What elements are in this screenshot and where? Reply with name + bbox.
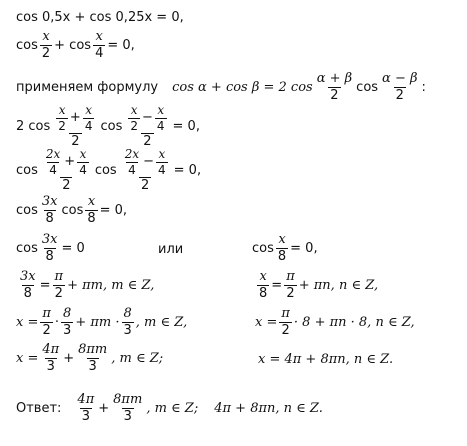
denominator: 2 (141, 178, 150, 194)
fraction (75, 393, 96, 423)
fraction (111, 393, 144, 423)
operator: − (141, 110, 153, 126)
compound-numerator (52, 104, 98, 133)
equation-line-9-right (255, 307, 415, 337)
compound-numerator (40, 148, 93, 177)
compound-fraction (124, 104, 170, 149)
denominator: 8 (87, 210, 96, 226)
denominator: 2 (143, 134, 152, 150)
fraction (44, 148, 62, 176)
equation-line-10-left (16, 343, 163, 373)
denominator: 2 (281, 322, 290, 338)
denominator: 2 (71, 134, 80, 150)
denominator: 8 (277, 248, 287, 264)
fraction (40, 233, 60, 263)
equation-line-6 (16, 195, 127, 225)
fraction (284, 270, 297, 300)
dot-operator: · (54, 314, 60, 330)
compound-fraction (40, 148, 93, 193)
solution-rest: , m ∈ Z; (111, 350, 164, 366)
fraction (61, 307, 73, 337)
denominator: 8 (259, 285, 268, 301)
fraction (83, 104, 95, 132)
equation-text: cos 0,5x + cos 0,25x = 0, (16, 10, 184, 25)
apply-formula-text: применяем формулу (16, 79, 159, 95)
solution-rest: · 8 + πn · 8, n ∈ Z, (293, 314, 415, 330)
equals-zero: = 0, (173, 162, 202, 178)
cos-term: cos (16, 37, 38, 53)
solution-rest: , m ∈ Z, (135, 314, 188, 330)
equals-zero: = 0, (172, 118, 200, 134)
numerator: 4π (42, 342, 60, 357)
numerator: π (286, 269, 295, 284)
answer-line (16, 393, 323, 423)
fraction (40, 30, 52, 60)
denominator: 4 (158, 162, 166, 177)
numerator: x (157, 103, 165, 117)
cos-term: cos (61, 202, 84, 218)
fraction (18, 270, 38, 300)
numerator: 8πm (113, 392, 143, 407)
numerator: π (42, 306, 51, 321)
numerator: x (95, 29, 103, 44)
cos-term: cos (100, 118, 123, 134)
numerator: x (42, 29, 50, 44)
fraction (40, 195, 60, 225)
answer-rest: , m ∈ Z; (146, 400, 199, 416)
fraction (315, 72, 354, 102)
fraction (40, 307, 53, 337)
denominator: 4 (84, 118, 93, 133)
denominator: 8 (45, 248, 54, 264)
fraction (257, 270, 269, 300)
compound-numerator (119, 148, 172, 177)
numerator: α + β (316, 71, 353, 86)
numerator: π (54, 269, 64, 284)
fraction (56, 104, 68, 132)
equation-line-4 (16, 104, 200, 149)
fraction (122, 307, 134, 337)
equation-line-8-right (255, 270, 378, 300)
denominator: 3 (123, 322, 132, 338)
solution-text: x = 4π + 8πn, n ∈ Z. (258, 352, 394, 367)
denominator: 2 (42, 322, 51, 338)
numerator: x (158, 147, 166, 161)
fraction (156, 148, 168, 176)
solution-mid: + πm · (75, 314, 120, 330)
formula-line (16, 72, 426, 102)
compound-numerator (124, 104, 170, 133)
equals-sign: = (271, 277, 283, 293)
numerator: 8 (123, 306, 132, 321)
denominator: 2 (58, 118, 66, 133)
numerator: x (85, 103, 93, 117)
equation-line-1 (16, 10, 184, 25)
plus-sign: + (63, 350, 75, 366)
x-equals: x = (255, 314, 278, 330)
or-text: или (158, 242, 184, 257)
or-word (158, 242, 183, 257)
numerator: α − β (382, 71, 418, 86)
denominator: 2 (62, 178, 71, 194)
equation-line-10-right (258, 352, 393, 367)
numerator: x (130, 103, 138, 117)
plus-sign: + (98, 400, 110, 416)
numerator: 8 (63, 306, 72, 321)
denominator: 3 (123, 408, 132, 424)
colon: : (421, 79, 426, 95)
denominator: 2 (54, 285, 63, 301)
denominator: 2 (130, 118, 138, 133)
denominator: 4 (95, 45, 104, 61)
numerator: x (79, 147, 87, 161)
denominator: 3 (46, 358, 55, 374)
operator: + (64, 154, 76, 170)
equals-zero: = 0, (290, 240, 318, 256)
denominator: 4 (79, 162, 87, 177)
fraction (128, 104, 140, 132)
numerator: 4π (77, 392, 95, 407)
numerator: x (87, 194, 96, 209)
denominator: 4 (49, 162, 57, 177)
compound-fraction (119, 148, 172, 193)
equals-sign: = (39, 277, 51, 293)
denominator: 2 (395, 87, 404, 103)
denominator: 8 (45, 210, 54, 226)
x-equals: x = (16, 350, 39, 366)
cos-term: cos (94, 162, 117, 178)
cos-term: 2 cos (16, 118, 51, 134)
fraction (53, 270, 66, 300)
denominator: 3 (63, 322, 72, 338)
solution-rest: + πm, m ∈ Z, (67, 277, 155, 293)
operator: + (69, 110, 81, 126)
equation-line-5 (16, 148, 201, 193)
equation-line-7-right (252, 233, 318, 263)
equation-line-7-left (16, 233, 85, 263)
denominator: 4 (128, 162, 136, 177)
fraction (380, 72, 419, 102)
fraction (279, 307, 292, 337)
denominator: 4 (156, 118, 165, 133)
fraction (77, 148, 89, 176)
fraction (85, 195, 97, 225)
operator: + cos (54, 37, 92, 53)
cos-term: cos (16, 162, 38, 178)
answer-label: Ответ: (16, 400, 62, 416)
equals-zero: = 0 (61, 240, 85, 256)
numerator: x (58, 103, 66, 117)
equals-zero: = 0, (107, 37, 135, 53)
numerator: 3x (41, 194, 58, 209)
denominator: 8 (23, 285, 32, 301)
numerator: x (278, 232, 286, 247)
equation-line-9-left (16, 307, 187, 337)
fraction (155, 104, 167, 132)
equation-line-8-left (16, 270, 154, 300)
equals-zero: = 0, (99, 202, 128, 218)
numerator: x (259, 269, 267, 284)
fraction (93, 30, 105, 60)
operator: − (143, 154, 155, 170)
cos-term: cos (252, 240, 274, 256)
sum-to-product-lhs: cos α + cos β = 2 cos (172, 79, 313, 95)
fraction (76, 343, 109, 373)
fraction (123, 148, 141, 176)
x-equals: x = (16, 314, 39, 330)
numerator: π (281, 306, 290, 321)
compound-fraction (52, 104, 98, 149)
cos-term: cos (16, 202, 38, 218)
numerator: 2x (45, 147, 61, 161)
denominator: 3 (88, 358, 97, 374)
answer-second: 4π + 8πn, n ∈ Z. (214, 400, 323, 416)
cos-term: cos (356, 79, 379, 95)
numerator: 2x (124, 147, 140, 161)
denominator: 2 (286, 285, 295, 301)
denominator: 3 (81, 408, 90, 424)
numerator: 8πm (78, 342, 108, 357)
fraction (40, 343, 61, 373)
denominator: 2 (41, 45, 51, 61)
solution-rest: + πn, n ∈ Z, (298, 277, 379, 293)
numerator: 3x (41, 232, 58, 247)
cos-term: cos (16, 240, 38, 256)
equation-line-2 (16, 30, 135, 60)
denominator: 2 (330, 87, 339, 103)
fraction (276, 233, 288, 263)
numerator: 3x (20, 269, 36, 284)
